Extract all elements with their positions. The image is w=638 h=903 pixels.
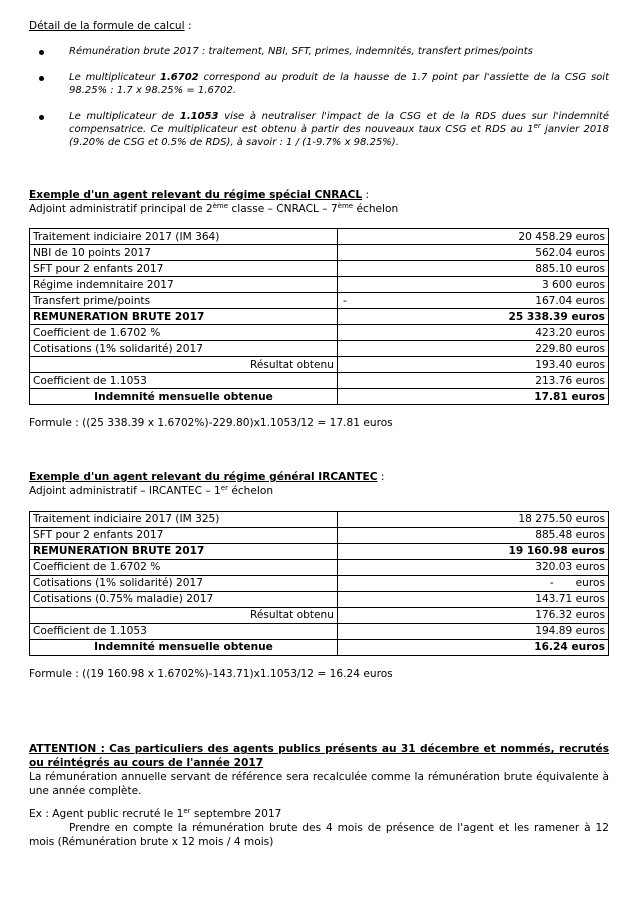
attention-title: ATTENTION : Cas particuliers des agents publics présents au 31 décembre et nommés, recrutés ou réintégrés au cours de l'année 2017 xyxy=(29,743,609,770)
table-row: REMUNERATION BRUTE 2017 19 160.98 euros xyxy=(30,543,609,559)
bullet-icon xyxy=(39,76,44,81)
attention-paragraph: La rémunération annuelle servant de référence sera recalculée comme la rémunération brute équivalente à une année complète. xyxy=(29,770,609,797)
table-row: Traitement indiciaire 2017 (IM 364) 20 458.29 euros xyxy=(30,229,609,245)
bullet-icon xyxy=(39,50,44,55)
cnracl-title: Exemple d'un agent relevant du régime spécial CNRACL : xyxy=(29,188,370,201)
table-row: NBI de 10 points 2017 562.04 euros xyxy=(30,245,609,261)
table-row: Cotisations (1% solidarité) 2017 229.80 euros xyxy=(30,341,609,357)
formula-detail-heading: Détail de la formule de calcul : xyxy=(29,20,192,32)
list-item: Le multiplicateur 1.6702 correspond au produit de la hausse de 1.7 point par l'assiette de la CSG soit 98.25% : 1.7 x 98.25% = 1.6702. xyxy=(29,71,609,97)
ircantec-title: Exemple d'un agent relevant du régime général IRCANTEC : xyxy=(29,471,385,484)
ircantec-subtitle: Adjoint administratif – IRCANTEC – 1er échelon xyxy=(29,483,274,497)
table-row: Indemnité mensuelle obtenue 17.81 euros xyxy=(30,389,609,405)
table-row: REMUNERATION BRUTE 2017 25 338.39 euros xyxy=(30,309,609,325)
table-row: Traitement indiciaire 2017 (IM 325) 18 275.50 euros xyxy=(30,511,609,527)
cnracl-table xyxy=(29,228,609,405)
attention-example: Ex : Agent public recruté le 1er septembre 2017 xyxy=(29,807,282,821)
cnracl-subtitle: Adjoint administratif principal de 2ème classe – CNRACL – 7ème échelon xyxy=(29,201,399,215)
list-item: Rémunération brute 2017 : traitement, NBI, SFT, primes, indemnités, transfert primes/points xyxy=(29,45,609,58)
attention-example-detail: Prendre en compte la rémunération brute des 4 mois de présence de l'agent et les ramener à 12 mois (Rémunération brute x 12 mois / 4 mois) xyxy=(29,822,609,848)
table-row: SFT pour 2 enfants 2017 885.10 euros xyxy=(30,261,609,277)
table-row: Cotisations (0.75% maladie) 2017 143.71 euros xyxy=(30,591,609,607)
table-row: Résultat obtenu 193.40 euros xyxy=(30,357,609,373)
bullet-icon xyxy=(39,115,44,120)
table-row: Régime indemnitaire 2017 3 600 euros xyxy=(30,277,609,293)
ircantec-formula: Formule : ((19 160.98 x 1.6702%)-143.71)x1.1053/12 = 16.24 euros xyxy=(29,667,393,680)
table-row: Indemnité mensuelle obtenue 16.24 euros xyxy=(30,639,609,655)
ircantec-table xyxy=(29,511,609,656)
table-row: Coefficient de 1.6702 % 423.20 euros xyxy=(30,325,609,341)
formula-bullet-list xyxy=(29,45,609,149)
document-page xyxy=(29,20,609,850)
table-row: Coefficient de 1.1053 194.89 euros xyxy=(30,623,609,639)
table-row: SFT pour 2 enfants 2017 885.48 euros xyxy=(30,527,609,543)
table-row: Coefficient de 1.6702 % 320.03 euros xyxy=(30,559,609,575)
cnracl-formula: Formule : ((25 338.39 x 1.6702%)-229.80)x1.1053/12 = 17.81 euros xyxy=(29,417,393,430)
table-row: Résultat obtenu 176.32 euros xyxy=(30,607,609,623)
list-item: Le multiplicateur de 1.1053 vise à neutraliser l'impact de la CSG et de la RDS dues sur l'indemnité compensatrice. Ce multiplicateur est obtenu à partir des nouveaux taux CSG et RDS au 1er janvier 2018 (9.20% de CSG et 0.5% de RDS), à savoir : 1 / (1-9.7% x 98.25%). xyxy=(29,110,609,149)
table-row: Coefficient de 1.1053 213.76 euros xyxy=(30,373,609,389)
table-row: Transfert prime/points - 167.04 euros xyxy=(30,293,609,309)
table-row: Cotisations (1% solidarité) 2017 - euros xyxy=(30,575,609,591)
